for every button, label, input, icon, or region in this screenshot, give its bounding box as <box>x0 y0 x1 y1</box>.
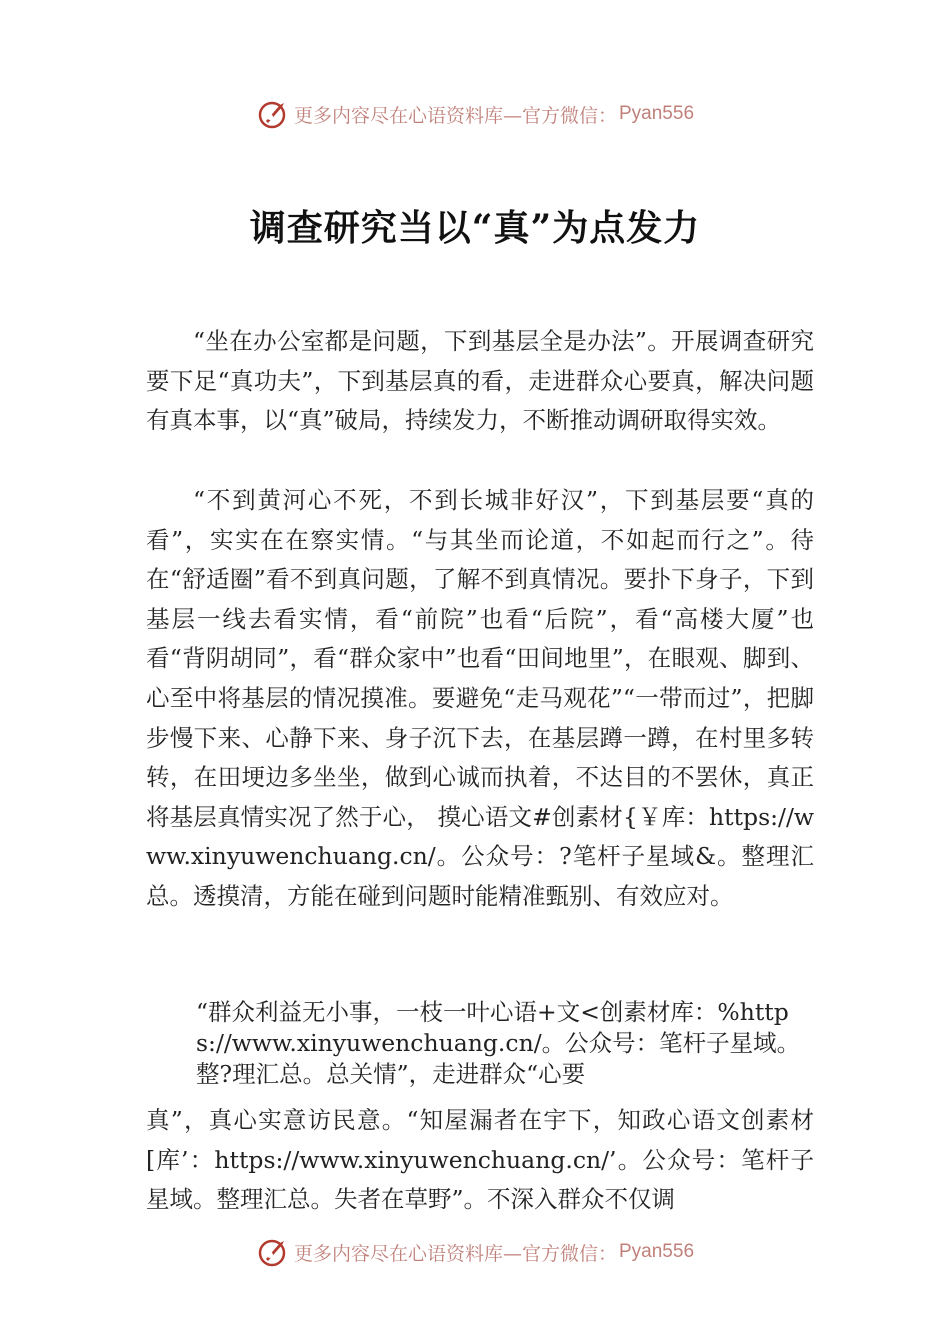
body-paragraph-2 <box>146 481 814 917</box>
paragraph-text: “不到黄河心不死，不到长城非好汉”，下到基层要“真的看”，实实在在察实情。“与其坐而论道，不如起而行之”。待在“舒适圈”看不到真问题，了解不到真情况。要扑下身子，下到基层一线去看实情，看“前院”也看“后院”，看“高楼大厦”也看“背阴胡同”，看“群众家中”也看“田间地里”，在眼观、脚到、心至中将基层的情况摸准。要避免“走马观花”“一带而过”，把脚步慢下来、心静下来、身子沉下去，在基层蹲一蹲，在村里多转转，在田埂边多坐坐，做到心诚而执着，不达目的不罢休，真正将基层真情实况了然于心， 摸心语文#创素材{￥库：https://www.xinyuwenchuang.cn/。公众号：?笔杆子星域&。整理汇总。透摸清，方能在碰到问题时能精准甄别、有效应对。 <box>146 486 814 910</box>
footer-wechat-id: Pyan556 <box>619 1241 695 1262</box>
header-banner <box>0 94 950 134</box>
body-paragraph-4: 真”，真心实意访民意。“知屋漏者在宇下，知政心语文创素材[库’：https://www.xinyuwenchuang.cn/’。公众号：笔杆子星域。整理汇总。失者在草野”。不深入群众不仅调 <box>146 1106 814 1214</box>
body-paragraph-3: “群众利益无小事，一枝一叶心语+文<创素材库：%https://www.xinyuwenchuang.cn/。公众号：笔杆子星域。整?理汇总。总关情”，走进群众“心要 <box>196 998 801 1088</box>
footer-site-text: 更多内容尽在心语资料库—官方微信： <box>293 1242 617 1265</box>
document-title: 调查研究当以“真”为点发力 <box>249 207 701 249</box>
header-site-text: 更多内容尽在心语资料库—官方微信： <box>293 104 617 127</box>
header-wechat-id: Pyan556 <box>619 103 695 124</box>
footer-banner <box>0 1232 950 1272</box>
paragraph-text: “坐在办公室都是问题，下到基层全是办法”。开展调查研究要下足“真功夫”，下到基层真的看，走进群众心要真，解决问题有真本事，以“真”破局，持续发力，不断推动调研取得实效。 <box>146 327 814 435</box>
pen-seal-icon <box>256 97 290 131</box>
pen-seal-icon <box>256 1235 290 1269</box>
body-paragraph-1 <box>146 322 814 441</box>
